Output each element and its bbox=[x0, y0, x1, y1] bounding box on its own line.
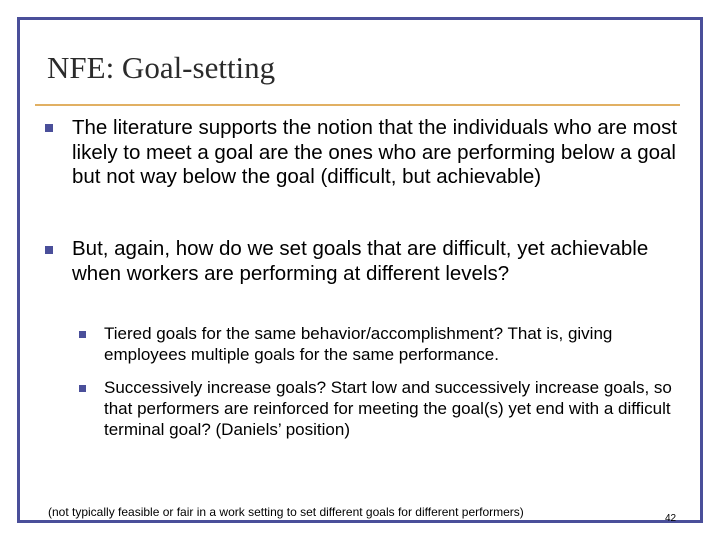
page-number: 42 bbox=[665, 513, 677, 524]
bullet-text-2: But, again, how do we set goals that are difficult, yet achievable when workers are performing at different levels? bbox=[72, 237, 649, 285]
bullet-square-icon bbox=[45, 124, 53, 132]
bullet-square-icon bbox=[45, 246, 53, 254]
sub-bullet-text-2: Successively increase goals? Start low and successively increase goals, so that performers are reinforced for meeting the goal(s) yet end with a difficult terminal goal? (Daniels’ position) bbox=[104, 378, 672, 439]
sub-bullet-square-icon bbox=[79, 331, 86, 338]
title-underline bbox=[35, 104, 680, 106]
slide-title: NFE: Goal-setting bbox=[47, 50, 276, 85]
sub-bullet-square-icon bbox=[79, 385, 86, 392]
bullet-text-1: The literature supports the notion that the individuals who are most likely to meet a goal are the ones who are performing below a goal but not way below the goal (difficult, but achievable) bbox=[72, 116, 678, 188]
footnote: (not typically feasible or fair in a work setting to set different goals for different performers) bbox=[48, 505, 524, 519]
sub-bullet-text-1: Tiered goals for the same behavior/accomplishment? That is, giving employees multiple goals for the same performance. bbox=[104, 324, 613, 364]
